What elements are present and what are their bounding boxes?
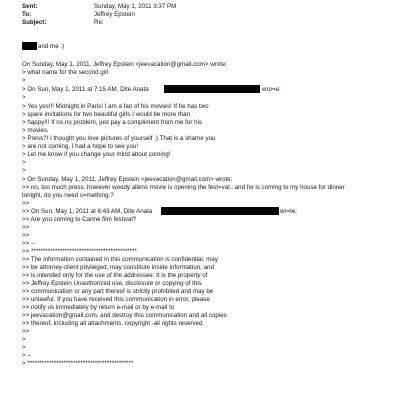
body-line: >> is intended only for the use of the addressee. It is the property of bbox=[22, 272, 208, 279]
body-line: > Let me know if you change your mind about coming! bbox=[22, 151, 171, 158]
body-line: > bbox=[22, 344, 26, 351]
body-line: > are not coming. I had a hope to see you! bbox=[22, 143, 139, 150]
body-line: >> bbox=[22, 200, 30, 207]
body-line: >> The information contained in this communication is confidential, may bbox=[22, 256, 218, 263]
body-line: > Yes yes!!! Midnight in Paris! I am a fan of his movies! If he has two bbox=[22, 103, 209, 110]
body-line: >> bbox=[22, 232, 30, 239]
body-line: > movies. bbox=[22, 127, 49, 134]
body-line: >> communication or any part thereof is strictly prohibited and may be bbox=[22, 288, 214, 295]
body-line: > bbox=[22, 336, 26, 343]
body-line: > On Sun, May 1, 2011 at 7:15 AM, Dite Anata bbox=[22, 86, 149, 93]
to-value: Jeffrey Epstein bbox=[94, 11, 135, 18]
body-line: > spare invitations for two beautiful girls I would be more than bbox=[22, 111, 191, 118]
body-line: On Sunday, May 1, 2011, Jeffrey Epstein <jeevacation@gmail.com> wrote: bbox=[22, 61, 228, 68]
body-line: > bbox=[22, 94, 26, 101]
redaction-block bbox=[164, 85, 260, 93]
body-line: >> bbox=[22, 328, 30, 335]
body-line: > what name for the second girl bbox=[22, 69, 109, 76]
body-line: > bbox=[22, 159, 26, 166]
redaction-block bbox=[22, 42, 37, 50]
sent-label: Sent: bbox=[22, 3, 38, 10]
body-line: >> be attorney-client privileged, may constitute inside information, and bbox=[22, 264, 214, 271]
body-line: >> no, too much press. however woody allens movie is opening the fest=val.. and he is coming to my house for dinner bbox=[22, 184, 345, 191]
body-line: >> bbox=[22, 224, 30, 231]
body-line: >> -- bbox=[22, 240, 36, 247]
wrote-suffix: wro=e: bbox=[262, 86, 281, 93]
body-line: >> On Sun, May 1, 2011 at 6:43 AM, Dite Anata bbox=[22, 208, 153, 215]
body-line: > ******************************************** bbox=[22, 360, 134, 367]
subject-value: Re: bbox=[94, 19, 104, 26]
to-label: To: bbox=[22, 11, 32, 18]
redaction-block bbox=[161, 207, 279, 215]
body-line: > bbox=[22, 167, 26, 174]
body-line: tonight, do you need s=mething.? bbox=[22, 192, 114, 199]
body-line: > On Sunday, May 1, 2011, Jeffrey Epstein <jeevacation@gmail.com> wrote: bbox=[22, 176, 233, 183]
sent-value: Sunday, May 1, 2011 3:37 PM bbox=[94, 3, 177, 10]
body-line: >> ******************************************** bbox=[22, 248, 137, 255]
body-line: > happy!!! If no,no problem, just pay a compliment from me for his bbox=[22, 119, 203, 126]
body-line: >> thereof, including all attachments. copyright -all rights reserved bbox=[22, 320, 203, 327]
body-line: >> jeevacation@gmail.com, and destroy this communication and all copies bbox=[22, 312, 227, 319]
body-line: >> Jeffrey Epstein Unauthorized use, disclosure or copying of this bbox=[22, 280, 202, 287]
body-line: and me :) bbox=[38, 43, 65, 50]
body-line: >> Are you coming to Canne film festival? bbox=[22, 216, 137, 223]
body-line: > -- bbox=[22, 352, 32, 359]
body-line: >> notify us immediately by return e-mail or by e-mail to bbox=[22, 304, 175, 311]
body-line: > bbox=[22, 77, 26, 84]
wrote-suffix: wr=te: bbox=[280, 208, 298, 215]
body-line: >> unlawful. If you have received this communication in error, please bbox=[22, 296, 210, 303]
subject-label: Subject: bbox=[22, 19, 47, 26]
body-line: > Press?! I thought you love pictures of yourself ;) That is a shame you bbox=[22, 135, 216, 142]
